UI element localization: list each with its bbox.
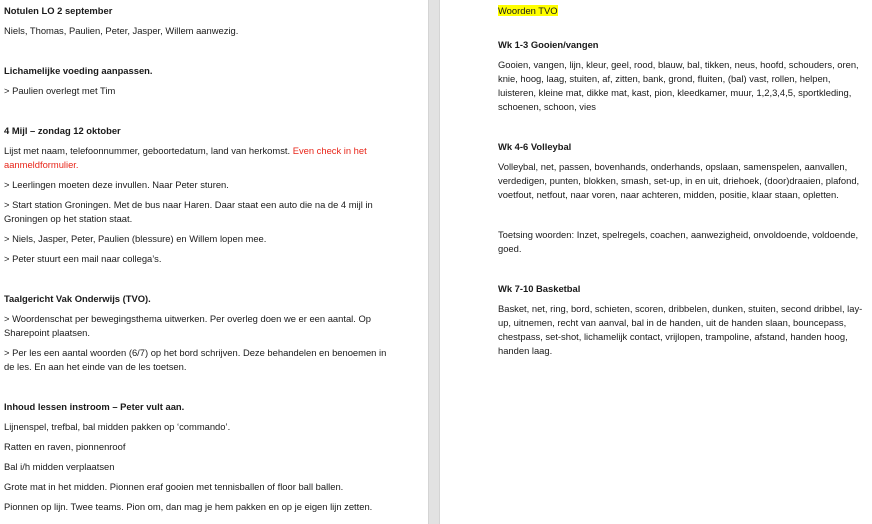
highlighted-title	[498, 4, 870, 18]
right-column	[498, 4, 870, 358]
section-heading-wk4-6: Wk 4-6 Volleybal	[498, 141, 572, 152]
toetsing-words: Toetsing woorden: Inzet, spelregels, coachen, aanwezigheid, onvoldoende, voldoende, goed.	[498, 229, 859, 254]
red-note: Even check in het aanmeldformulier.	[4, 145, 367, 170]
attendance-line: Niels, Thomas, Paulien, Peter, Jasper, Willem aanwezig.	[4, 25, 239, 36]
section-heading-wk1-3: Wk 1-3 Gooien/vangen	[498, 39, 599, 50]
paragraph: Grote mat in het midden. Pionnen eraf gooien met tennisballen of floor ball ballen.	[4, 481, 344, 492]
page-right	[440, 0, 872, 524]
paragraph: > Start station Groningen. Met de bus naar Haren. Daar staat een auto die na de 4 mijl in Groningen op het station staat.	[4, 199, 373, 224]
doc-title: Notulen LO 2 september	[4, 5, 113, 16]
paragraph: > Leerlingen moeten deze invullen. Naar Peter sturen.	[4, 179, 229, 190]
paragraph: Lijnenspel, trefbal, bal midden pakken op ‘commando’.	[4, 421, 231, 432]
section-heading-voeding: Lichamelijke voeding aanpassen.	[4, 65, 153, 76]
word-list: Gooien, vangen, lijn, kleur, geel, rood, blauw, bal, tikken, neus, hoofd, schouders, oren, knie, hoog, laag, stuiten, af, zitten, bank, grond, fluiten, (bal) vast, rollen, helpen, luisteren, kleine mat, dikke mat, kast, pion, kleedkamer, muur, 1,2,3,4,5, sportkleding, schoenen, schoon, vies	[498, 59, 859, 112]
paragraph: Ratten en raven, pionnenroof	[4, 441, 126, 452]
title-highlight: Woorden TVO	[498, 5, 558, 16]
paragraph: > Woordenschat per bewegingsthema uitwerken. Per overleg doen we er een aantal. Op Sharepoint plaatsen.	[4, 313, 371, 338]
paragraph: Bal i/h midden verplaatsen	[4, 461, 115, 472]
page-gutter	[428, 0, 440, 524]
section-heading-wk7-10: Wk 7-10 Basketbal	[498, 283, 581, 294]
page-left	[0, 0, 428, 524]
paragraph: Pionnen op lijn. Twee teams. Pion om, dan mag je hem pakken en op je eigen lijn zetten.	[4, 501, 373, 512]
word-list: Basket, net, ring, bord, schieten, scoren, dribbelen, dunken, stuiten, second dribbel, lay-up, uitnemen, recht van aanval, bal in de handen, uit de handen slaan, bouncepass, chestpass, set-shot, lichamelijk contact, vrijlopen, trampoline, afstand, handen hoog, handen laag.	[498, 303, 863, 356]
paragraph-4-mijl-list	[4, 144, 399, 172]
left-column	[4, 4, 399, 514]
paragraph: > Paulien overlegt met Tim	[4, 85, 116, 96]
paragraph: > Per les een aantal woorden (6/7) op het bord schrijven. Deze behandelen en benoemen in de les. En aan het einde van de les toetsen.	[4, 347, 387, 372]
paragraph: > Peter stuurt een mail naar collega’s.	[4, 253, 162, 264]
section-heading-instroom: Inhoud lessen instroom – Peter vult aan.	[4, 401, 185, 412]
paragraph: > Niels, Jasper, Peter, Paulien (blessure) en Willem lopen mee.	[4, 233, 267, 244]
paragraph-text: Lijst met naam, telefoonnummer, geboortedatum, land van herkomst.	[4, 145, 293, 156]
section-heading-tvo: Taalgericht Vak Onderwijs (TVO).	[4, 293, 151, 304]
section-heading-4-mijl: 4 Mijl – zondag 12 oktober	[4, 125, 121, 136]
word-list: Volleybal, net, passen, bovenhands, onderhands, opslaan, samenspelen, aanvallen, verdedigen, punten, blokken, smash, set-up, in en uit, driehoek, (door)draaien, plafond, voetfout, netfout, naar voren, naar achteren, midden, positie, klaar staan, opletten.	[498, 161, 860, 200]
